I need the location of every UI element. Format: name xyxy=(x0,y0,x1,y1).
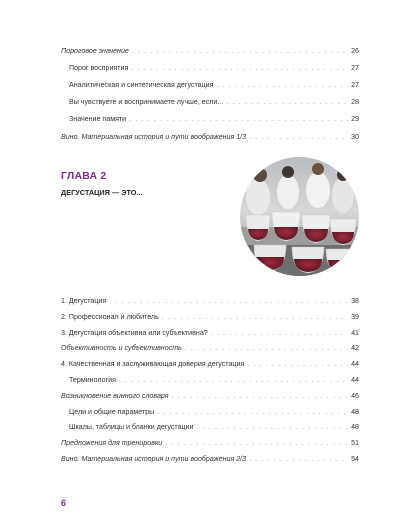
toc-bottom-section xyxy=(61,295,359,465)
toc-leader-dots xyxy=(129,114,348,126)
toc-entry xyxy=(61,311,359,323)
toc-entry xyxy=(61,390,359,402)
toc-entry-title: Возникновение винного словаря xyxy=(61,391,169,400)
chapter-label: ГЛАВА 2 xyxy=(61,170,107,182)
toc-entry-page: 51 xyxy=(351,439,359,448)
toc-entry-page: 44 xyxy=(351,360,359,369)
toc-leader-dots xyxy=(132,46,348,58)
toc-leader-dots xyxy=(157,407,348,419)
toc-entry-title: Терминология xyxy=(69,376,116,384)
toc-leader-dots xyxy=(196,422,348,434)
toc-entry xyxy=(61,62,359,74)
toc-leader-dots xyxy=(162,312,348,324)
page-number: 6 xyxy=(61,498,67,508)
toc-entry-title: Цели и общие параметры xyxy=(69,407,155,416)
toc-entry-title: Значение памяти xyxy=(69,115,127,124)
toc-leader-dots xyxy=(247,359,348,371)
toc-entry-title: 1. Дегустация xyxy=(61,297,107,305)
toc-entry-page: 29 xyxy=(351,115,359,124)
toc-entry xyxy=(61,342,359,354)
chapter-title: ДЕГУСТАЦИЯ — ЭТО... xyxy=(61,188,143,197)
toc-entry xyxy=(61,327,359,339)
toc-entry-title: Порог восприятия xyxy=(69,64,129,73)
toc-entry-page: 41 xyxy=(351,328,359,337)
toc-entry-title: Шкалы, таблицы и бланки дегустации xyxy=(69,423,194,432)
toc-leader-dots xyxy=(109,296,348,308)
toc-entry xyxy=(61,96,359,108)
chapter-photo xyxy=(240,157,359,276)
toc-entry-title: Вы чувствуете и воспринимаете лучше, если... xyxy=(69,98,224,107)
toc-entry-title: Аналитическая и синтетическая дегустация xyxy=(69,81,214,90)
toc-leader-dots xyxy=(185,343,348,355)
toc-entry-page: 27 xyxy=(351,64,359,73)
toc-entry-title: Пороговое значение xyxy=(61,47,129,55)
toc-entry xyxy=(61,374,359,386)
toc-leader-dots xyxy=(211,328,348,340)
wine-tasting-photo xyxy=(240,157,359,276)
toc-entry-title: Вино. Материальная история и пути воображения 1/3 xyxy=(61,132,247,141)
toc-entry-page: 26 xyxy=(351,47,359,55)
toc-leader-dots xyxy=(216,80,348,92)
toc-leader-dots xyxy=(119,375,348,387)
toc-entry-page: 42 xyxy=(351,344,359,353)
toc-entry-page: 46 xyxy=(351,391,359,400)
toc-entry-page: 48 xyxy=(351,407,359,416)
toc-entry xyxy=(61,113,359,125)
toc-leader-dots xyxy=(226,97,348,109)
toc-leader-dots xyxy=(249,132,348,144)
toc-entry-page: 27 xyxy=(351,81,359,90)
toc-entry-page: 30 xyxy=(351,132,359,141)
toc-entry xyxy=(61,453,359,465)
toc-leader-dots xyxy=(131,63,348,75)
toc-entry-page: 54 xyxy=(351,455,359,463)
toc-leader-dots xyxy=(172,391,349,403)
toc-entry xyxy=(61,358,359,370)
toc-entry-page: 48 xyxy=(351,423,359,432)
toc-entry-title: Объективность и субъективность xyxy=(61,344,182,353)
toc-entry xyxy=(61,437,359,449)
toc-entry-page: 39 xyxy=(351,312,359,321)
toc-entry xyxy=(61,79,359,91)
toc-entry-title: 4. Качественная и заслуживающая доверия дегустация xyxy=(61,360,245,369)
toc-top-section xyxy=(61,45,359,145)
toc-entry xyxy=(61,45,359,57)
toc-leader-dots xyxy=(165,438,348,450)
toc-entry-page: 44 xyxy=(351,376,359,384)
toc-entry-page: 38 xyxy=(351,297,359,305)
toc-entry xyxy=(61,406,359,418)
toc-entry-title: 2. Профессионал и любитель xyxy=(61,312,159,321)
toc-leader-dots xyxy=(249,454,348,466)
toc-entry-title: Вино. Материальная история и пути воображения 2/3 xyxy=(61,455,247,463)
toc-entry xyxy=(61,295,359,307)
toc-entry xyxy=(61,421,359,433)
toc-entry-title: 3. Дегустация объективна или субъективна? xyxy=(61,328,208,337)
toc-entry xyxy=(61,131,359,143)
toc-entry-title: Предложения для тренировки xyxy=(61,439,163,448)
toc-entry-page: 28 xyxy=(351,98,359,107)
